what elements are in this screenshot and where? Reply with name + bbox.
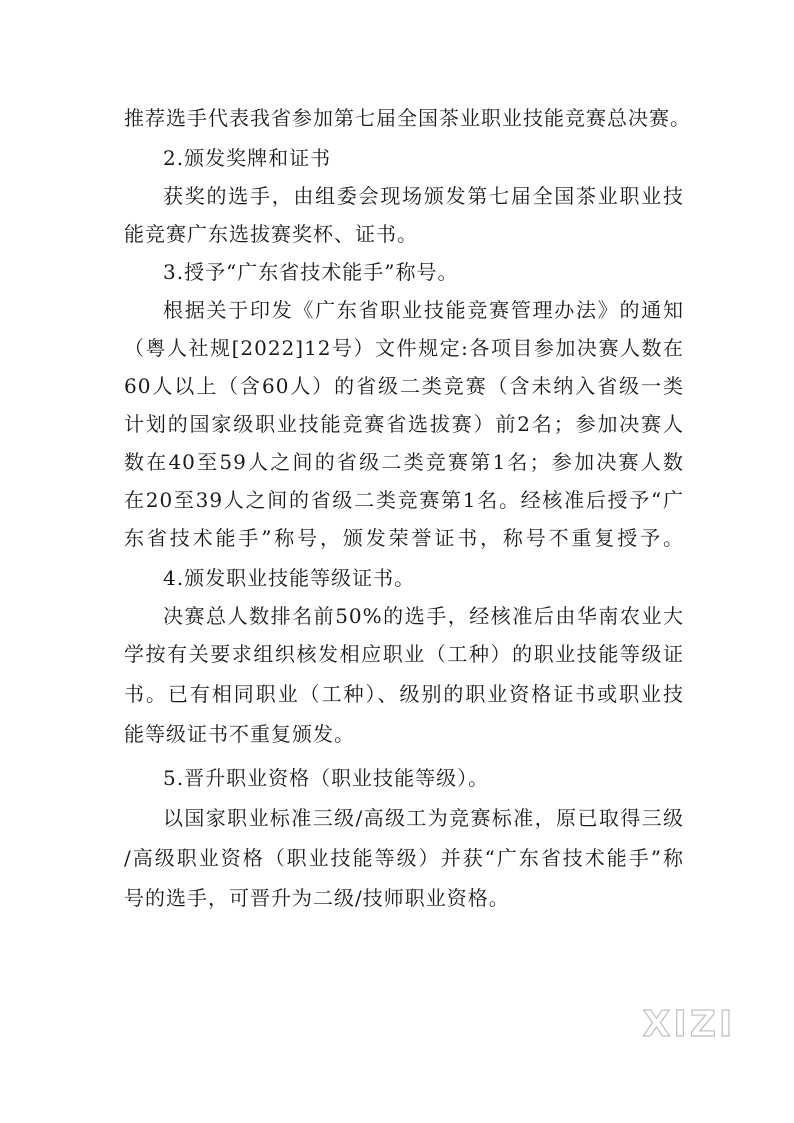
paragraph-line: 在20至39人之间的省级二类竞赛第1名。经核准后授予“广: [124, 488, 684, 512]
section-heading-qualification: 5.晋升职业资格（职业技能等级）。: [163, 766, 490, 790]
section-heading-title: 3.授予“广东省技术能手”称号。: [163, 260, 459, 284]
paragraph-line: 计划的国家级职业技能竞赛省选拔赛）前2名；参加决赛人: [124, 412, 684, 436]
paragraph-line: 根据关于印发《广东省职业技能竞赛管理办法》的通知: [163, 298, 684, 322]
paragraph-line: 60人以上（含60人）的省级二类竞赛（含未纳入省级一类: [124, 374, 684, 398]
paragraph-line: /高级职业资格（职业技能等级）并获“广东省技术能手”称: [124, 846, 684, 870]
paragraph-line: 书。已有相同职业（工种）、级别的职业资格证书或职业技: [124, 682, 684, 706]
section-heading-certificate: 4.颁发职业技能等级证书。: [163, 566, 416, 590]
paragraph-line: 东省技术能手”称号，颁发荣誉证书，称号不重复授予。: [124, 526, 684, 550]
paragraph-line: 学按有关要求组织核发相应职业（工种）的职业技能等级证: [124, 642, 684, 666]
paragraph-line: 决赛总人数排名前50%的选手，经核准后由华南农业大: [163, 604, 684, 628]
paragraph-line: 号的选手，可晋升为二级/技师职业资格。: [124, 886, 510, 910]
paragraph-line: 以国家职业标准三级/高级工为竞赛标准，原已取得三级: [163, 806, 684, 830]
paragraph-line: 数在40至59人之间的省级二类竞赛第1名；参加决赛人数: [124, 450, 684, 474]
paragraph-line: 推荐选手代表我省参加第七届全国茶业职业技能竞赛总决赛。: [124, 106, 691, 130]
paragraph-line: （粤人社规[2022]12号）文件规定:各项目参加决赛人数在: [124, 336, 684, 360]
watermark-logo: XIZI: [642, 1004, 736, 1045]
paragraph-line: 能等级证书不重复颁发。: [124, 722, 355, 746]
section-heading-medals: 2.颁发奖牌和证书: [163, 146, 332, 170]
paragraph-line: 能竞赛广东选拔赛奖杯、证书。: [124, 222, 418, 246]
paragraph-line: 获奖的选手，由组委会现场颁发第七届全国茶业职业技: [163, 184, 684, 208]
